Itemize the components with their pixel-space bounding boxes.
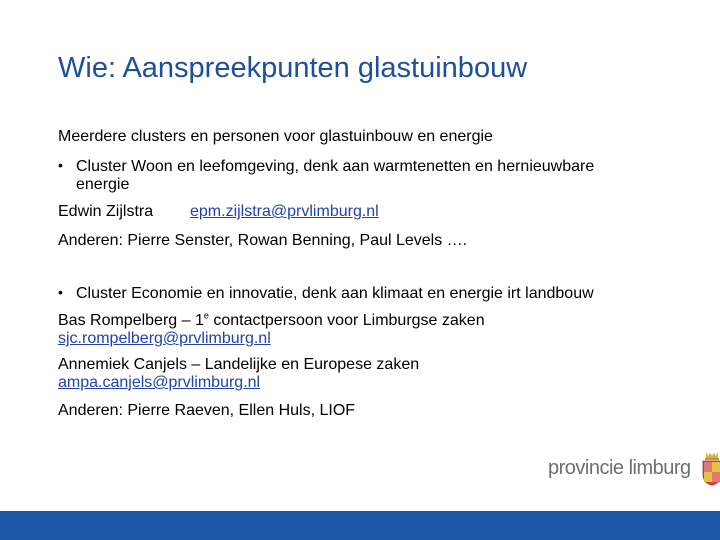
bullet-1: • (58, 157, 63, 173)
cluster2-contact1 (58, 312, 485, 330)
cluster2-text: Cluster Economie en innovatie, denk aan klimaat en energie irt landbouw (76, 285, 594, 302)
cluster2-contact1-pre: Bas Rompelberg – 1 (58, 312, 204, 329)
intro-text: Meerdere clusters en personen voor glastuinbouw en energie (58, 128, 493, 145)
cluster2-contact2-email-link[interactable]: ampa.canjels@prvlimburg.nl (58, 374, 261, 391)
footer-bar (0, 511, 720, 540)
crest-icon (701, 450, 720, 486)
cluster1-text-line2: energie (76, 176, 130, 193)
cluster2-others: Anderen: Pierre Raeven, Ellen Huls, LIOF (58, 402, 356, 419)
cluster2-contact2: Annemiek Canjels – Landelijke en Europese zaken (58, 356, 420, 373)
slide-title: Wie: Aanspreekpunten glastuinbouw (58, 52, 528, 84)
bullet-2: • (58, 284, 63, 300)
provincie-limburg-logo (548, 450, 720, 486)
cluster1-contact-email-link[interactable]: epm.zijlstra@prvlimburg.nl (190, 203, 379, 220)
logo-text: provincie limburg (548, 456, 691, 479)
cluster2-contact1-sup: e (203, 310, 209, 321)
cluster1-contact-name: Edwin Zijlstra (58, 203, 154, 220)
cluster1-others: Anderen: Pierre Senster, Rowan Benning, Paul Levels …. (58, 232, 468, 249)
cluster2-contact1-email-link[interactable]: sjc.rompelberg@prvlimburg.nl (58, 330, 271, 347)
cluster1-text-line1: Cluster Woon en leefomgeving, denk aan warmtenetten en hernieuwbare (76, 158, 595, 175)
cluster2-contact1-post: contactpersoon voor Limburgse zaken (208, 312, 485, 329)
